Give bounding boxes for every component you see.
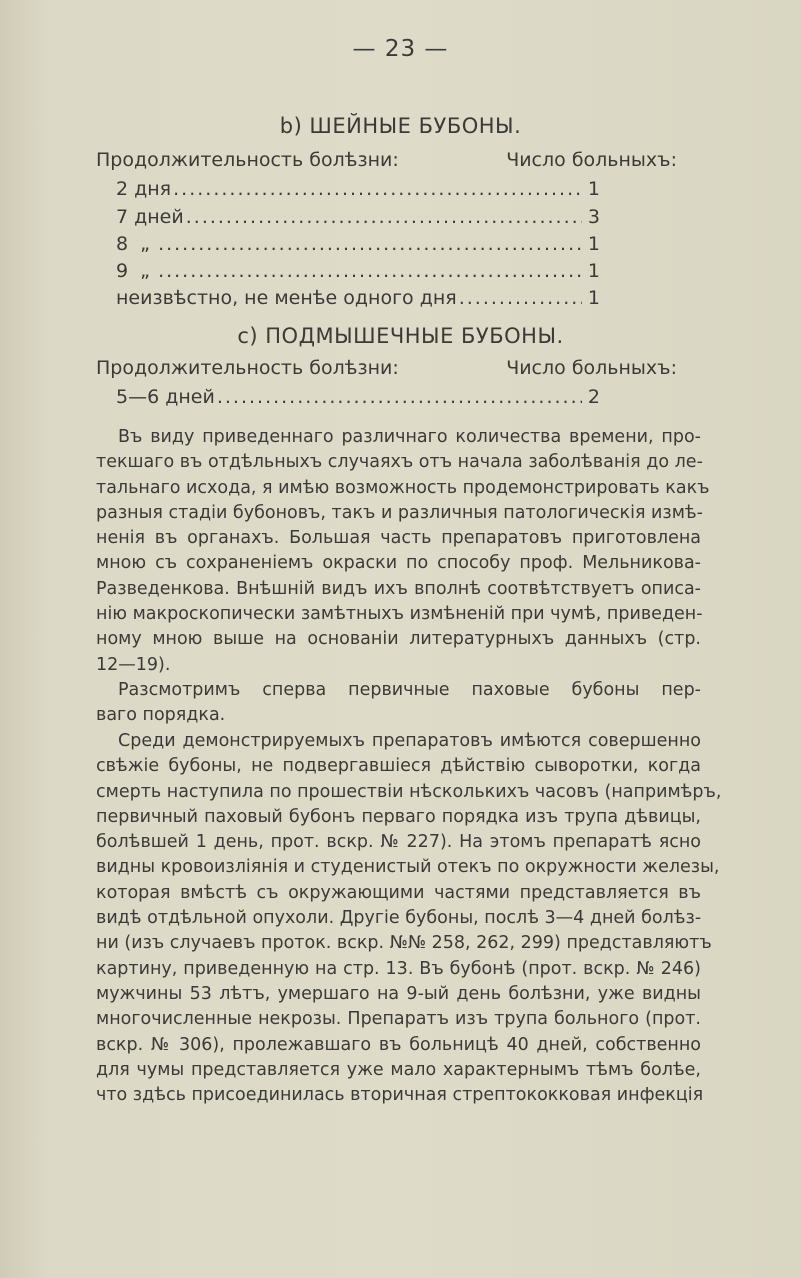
leader-dots (173, 178, 582, 200)
text-line: что здѣсь присоединилась вторичная стрептококковая инфекція (96, 1085, 704, 1106)
row-count: 1 (587, 287, 600, 309)
section-c-duration-header: Продолжительность болѣзни: (96, 357, 399, 379)
row-count: 1 (587, 178, 600, 200)
text-line: свѣжіе бубоны, не подвергавшіеся дѣйствію сыворотки, когда (96, 756, 701, 777)
text-line: картину, приведенную на стр. 13. Въ бубонѣ (прот. вскр. № 246) (96, 958, 701, 979)
row-count: 3 (587, 206, 600, 228)
text-line: ни (изъ случаевъ проток. вскр. №№ 258, 262, 299) представляютъ (96, 933, 712, 954)
row-duration: 5—6 дней (116, 386, 215, 408)
text-line: Среди демонстрируемыхъ препаратовъ имѣются совершенно (118, 731, 701, 751)
text-line: ному мною выше на основаніи литературныхъ данныхъ (стр. (96, 629, 701, 650)
paragraph-2 (96, 678, 701, 729)
leader-dots (158, 233, 582, 255)
row-duration: неизвѣстно, не менѣе одного дня (116, 287, 457, 309)
text-line: Въ виду приведеннаго различнаго количества времени, про- (118, 427, 701, 447)
section-c-title: c) ПОДМЫШЕЧНЫЕ БУБОНЫ. (237, 324, 564, 348)
text-line: 12—19). (96, 654, 171, 675)
text-line: тальнаго исхода, я имѣю возможность продемонстрировать какъ (96, 477, 710, 498)
row-duration: 7 дней (116, 206, 184, 228)
text-line: многочисленные некрозы. Препаратъ изъ трупа больного (прот. (96, 1009, 701, 1030)
row-duration: 2 дня (116, 178, 172, 200)
row-count: 1 (587, 260, 600, 282)
leader-dots (186, 206, 582, 228)
text-line: мужчины 53 лѣтъ, умершаго на 9-ый день болѣзни, уже видны (96, 983, 701, 1004)
row-duration: 9 „ (116, 260, 157, 282)
text-line: болѣвшей 1 день, прот. вскр. № 227). На этомъ препаратѣ ясно (96, 832, 701, 853)
leader-dots (217, 386, 582, 408)
text-line: видны кровоизліянія и студенистый отекъ по окружности железы, (96, 857, 720, 878)
paragraph-3 (96, 729, 722, 1108)
section-b-row (116, 206, 600, 232)
text-line: ненія въ органахъ. Большая часть препаратовъ приготовлена (96, 528, 701, 549)
text-line: видѣ отдѣльной опухоли. Другіе бубоны, послѣ 3—4 дней болѣз- (96, 908, 702, 929)
text-line: смерть наступила по прошествіи нѣсколькихъ часовъ (напримѣръ, (96, 781, 722, 802)
paragraph-1 (96, 425, 710, 678)
text-line: мною съ сохраненіемъ окраски по способу проф. Мельникова- (96, 553, 701, 574)
text-line: ваго порядка. (96, 705, 226, 726)
text-line: первичный паховый бубонъ перваго порядка изъ трупа дѣвицы, (96, 806, 701, 827)
row-duration: 8 „ (116, 233, 157, 255)
page-number: — 23 — (352, 36, 449, 62)
section-b-title: b) ШЕЙНЫЕ БУБОНЫ. (279, 114, 522, 138)
section-b-row (116, 233, 600, 259)
text-line: для чумы представляется уже мало характернымъ тѣмъ болѣе, (96, 1059, 701, 1080)
section-b-row (116, 178, 600, 204)
section-c-row (116, 386, 600, 412)
text-line: которая вмѣстѣ съ окружающими частями представляется въ (96, 882, 701, 903)
text-line: Разведенкова. Внѣшній видъ ихъ вполнѣ соотвѣтствуетъ описа- (96, 578, 701, 599)
section-b-row (116, 260, 600, 286)
text-line: разныя стадіи бубоновъ, такъ и различныя патологическія измѣ- (96, 502, 703, 523)
section-c-patients-header: Число больныхъ: (506, 357, 677, 379)
leader-dots (459, 287, 582, 309)
text-line: нію макроскопически замѣтныхъ измѣненій при чумѣ, приведен- (96, 604, 703, 625)
text-line: вскр. № 306), пролежавшаго въ больницѣ 40 дней, собственно (96, 1034, 701, 1055)
text-line: Разсмотримъ сперва первичные паховые бубоны пер- (118, 680, 701, 700)
text-line: текшаго въ отдѣльныхъ случаяхъ отъ начала заболѣванія до ле- (96, 452, 703, 473)
row-count: 1 (587, 233, 600, 255)
section-b-duration-header: Продолжительность болѣзни: (96, 149, 399, 171)
row-count: 2 (587, 386, 600, 408)
section-b-patients-header: Число больныхъ: (506, 149, 677, 171)
leader-dots (158, 260, 582, 282)
section-b-row (116, 287, 600, 313)
